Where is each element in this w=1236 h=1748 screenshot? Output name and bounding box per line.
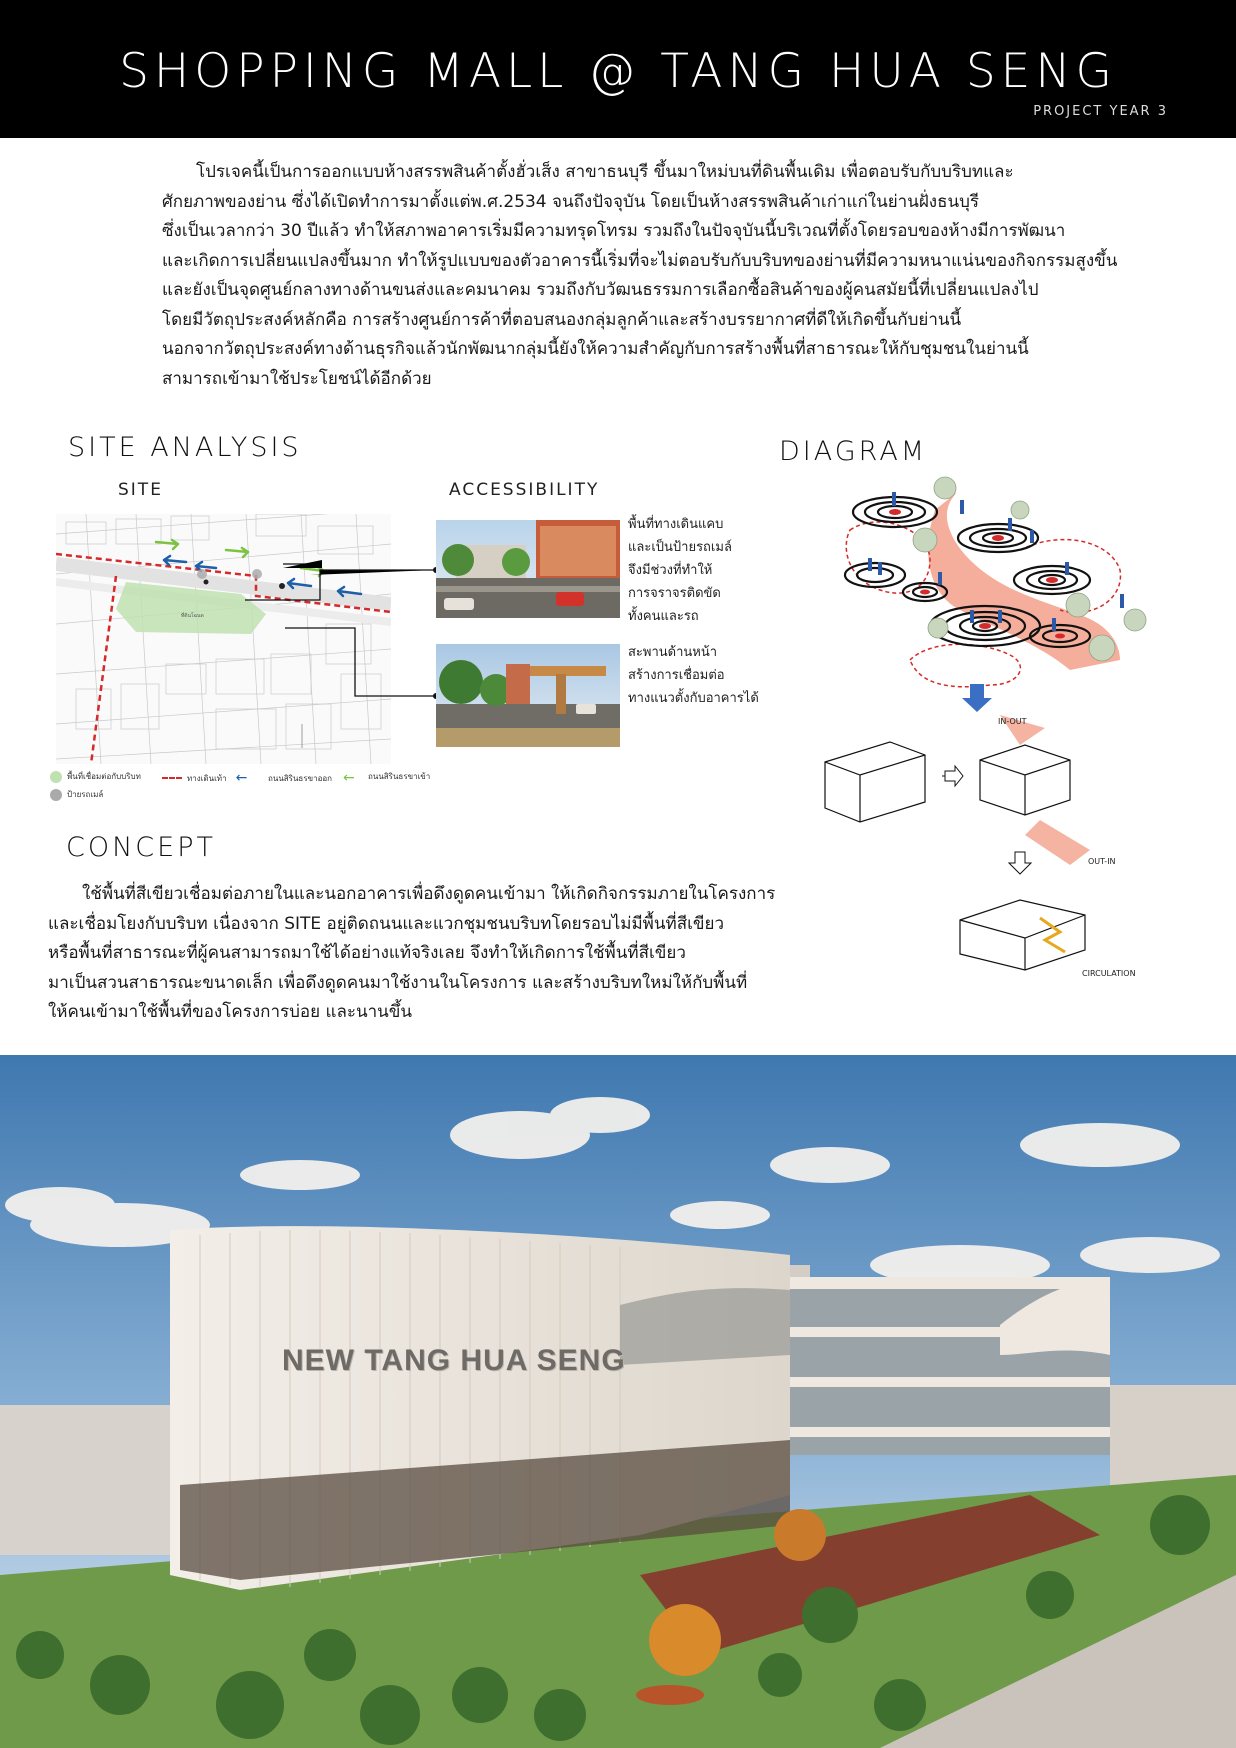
concept-line: มาเป็นสวนสาธารณะขนาดเล็ก เพื่อดึงดูดคนมาใช้งานในโครงการ และสร้างบริบทใหม่ให้กับพื้นที่ (48, 972, 748, 993)
concept-line: ให้คนเข้ามาใช้พื้นที่ของโครงการบ่อย และนานขึ้น (48, 1002, 413, 1022)
intro-paragraph (162, 158, 1117, 394)
street-photo-2 (436, 644, 620, 747)
out-in-label: OUT-IN (1088, 857, 1116, 866)
street-photo-1 (436, 520, 620, 618)
note-line: สร้างการเชื่อมต่อ (628, 668, 725, 683)
legend-label: ป้ายรถเมล์ (67, 790, 104, 799)
concept-line: ใช้พื้นที่สีเขียวเชื่อมต่อภายในและนอกอาคารเพื่อดึงดูดคนเข้ามา ให้เกิดกิจกรรมภายในโครงการ (82, 884, 776, 904)
note-line: จึงมีช่วงที่ทำให้ (628, 563, 713, 578)
note-line: สะพานด้านหน้า (628, 645, 718, 660)
legend-label: พื้นที่เชื่อมต่อกับบริบท (67, 772, 141, 781)
site-legend (50, 770, 450, 806)
legend-walkway (162, 770, 247, 786)
green-area-swatch (50, 771, 62, 783)
note-line: ทางแนวตั้งกับอาคารได้ (628, 691, 759, 706)
arrow-left-icon: ← (235, 770, 248, 786)
note-line: ทั้งคนและรถ (628, 609, 699, 624)
site-analysis-heading: SITE ANALYSIS (68, 432, 302, 463)
intro-line: และเกิดการเปลี่ยนแปลงขึ้นมาก ทำให้รูปแบบของตัวอาคารนี้เริ่มที่จะไม่ตอบรับกับบริบทของย่านที่มีความหนาแน่นของกิจกรรมสูงขึ้น (162, 250, 1118, 271)
site-label: SITE (118, 480, 163, 500)
legend-label: ถนนสิรินธรขาออก (268, 773, 333, 783)
legend-label: ทางเดินเท้า (187, 773, 227, 783)
note-line: และเป็นป้ายรถเมล์ (628, 540, 732, 555)
intro-line: ศักยภาพของย่าน ซึ่งได้เปิดทำการมาตั้งแต่พ.ศ.2534 จนถึงปัจจุบัน โดยเป็นห้างสรรพสินค้าเก่าแก่ในย่านฝั่งธนบุรี (162, 191, 980, 212)
page-title: SHOPPING MALL @ TANG HUA SENG (119, 44, 1117, 99)
accessibility-label: ACCESSIBILITY (449, 480, 600, 500)
intro-line: สามารถเข้ามาใช้ประโยชน์ได้อีกด้วย (162, 368, 432, 389)
note-line: การจราจรติดขัด (628, 586, 721, 601)
concept-heading: CONCEPT (66, 832, 216, 863)
concept-diagram (820, 470, 1150, 990)
note-line: พื้นที่ทางเดินแคบ (628, 517, 724, 532)
circulation-label: CIRCULATION (1082, 969, 1136, 978)
accessibility-note-2 (628, 641, 759, 710)
concept-paragraph (48, 880, 775, 1028)
legend-label: ถนนสิรินธรขาเข้า (368, 772, 431, 781)
walkway-swatch (162, 777, 182, 779)
arrow-left-icon: ← (343, 770, 355, 786)
accessibility-note-1 (628, 513, 732, 628)
legend-road-in (368, 770, 430, 783)
bus-stop-swatch (50, 789, 62, 801)
concept-line: หรือพื้นที่สาธารณะที่ผู้คนสามารถมาใช้ได้อย่างแท้จริงเลย จึงทำให้เกิดการใช้พื้นที่สีเขียว (48, 943, 686, 963)
intro-line: โดยมีวัตถุประสงค์หลักคือ การสร้างศูนย์การค้าที่ตอบสนองกลุ่มลูกค้าและสร้างบรรยากาศที่ดีให้เกิดขึ้นกับย่านนี้ (162, 309, 962, 330)
header-band (0, 0, 1236, 138)
diagram-heading: DIAGRAM (779, 436, 928, 467)
page-subtitle: PROJECT YEAR 3 (1033, 104, 1168, 119)
intro-line: และยังเป็นจุดศูนย์กลางทางด้านขนส่งและคมนาคม รวมถึงกับวัฒนธรรมการเลือกซื้อสินค้าของผู้คนสมัยนี้ที่เปลี่ยนแปลงไป (162, 280, 1039, 300)
concept-line: และเชื่อมโยงกับบริบท เนื่องจาก SITE อยู่ติดถนนและแวกชุมชนบริบทโดยรอบไม่มีพื้นที่สีเขียว (48, 913, 725, 934)
connector-lines (200, 560, 440, 700)
legend-road-out (268, 770, 355, 786)
svg-text:ที่ดินโฉนด: ที่ดินโฉนด (181, 613, 204, 619)
legend-green-area (50, 770, 141, 783)
building-sign: NEW TANG HUA SENG (282, 1344, 626, 1377)
intro-line: นอกจากวัตถุประสงค์ทางด้านธุรกิจแล้วนักพัฒนากลุ่มนี้ยังให้ความสำคัญกับการสร้างพื้นที่สาธารณะให้กับชุมชนในย่านนี้ (162, 339, 1029, 359)
intro-line: ซึ่งเป็นเวลากว่า 30 ปีแล้ว ทำให้สภาพอาคารเริ่มมีความทรุดโทรม รวมถึงในปัจจุบันนี้บริเวณที่ตั้งโดยรอบของห้างมีการพัฒนา (162, 221, 1066, 241)
building-rendering (0, 1055, 1236, 1748)
intro-line: โปรเจคนี้เป็นการออกแบบห้างสรรพสินค้าตั้งฮั่วเส็ง สาขาธนบุรี ขึ้นมาใหม่บนที่ดินพื้นเดิม เพื่อตอบรับกับบริบทและ (196, 162, 1014, 182)
legend-bus-stop (50, 788, 103, 801)
in-out-label: IN-OUT (998, 717, 1027, 726)
